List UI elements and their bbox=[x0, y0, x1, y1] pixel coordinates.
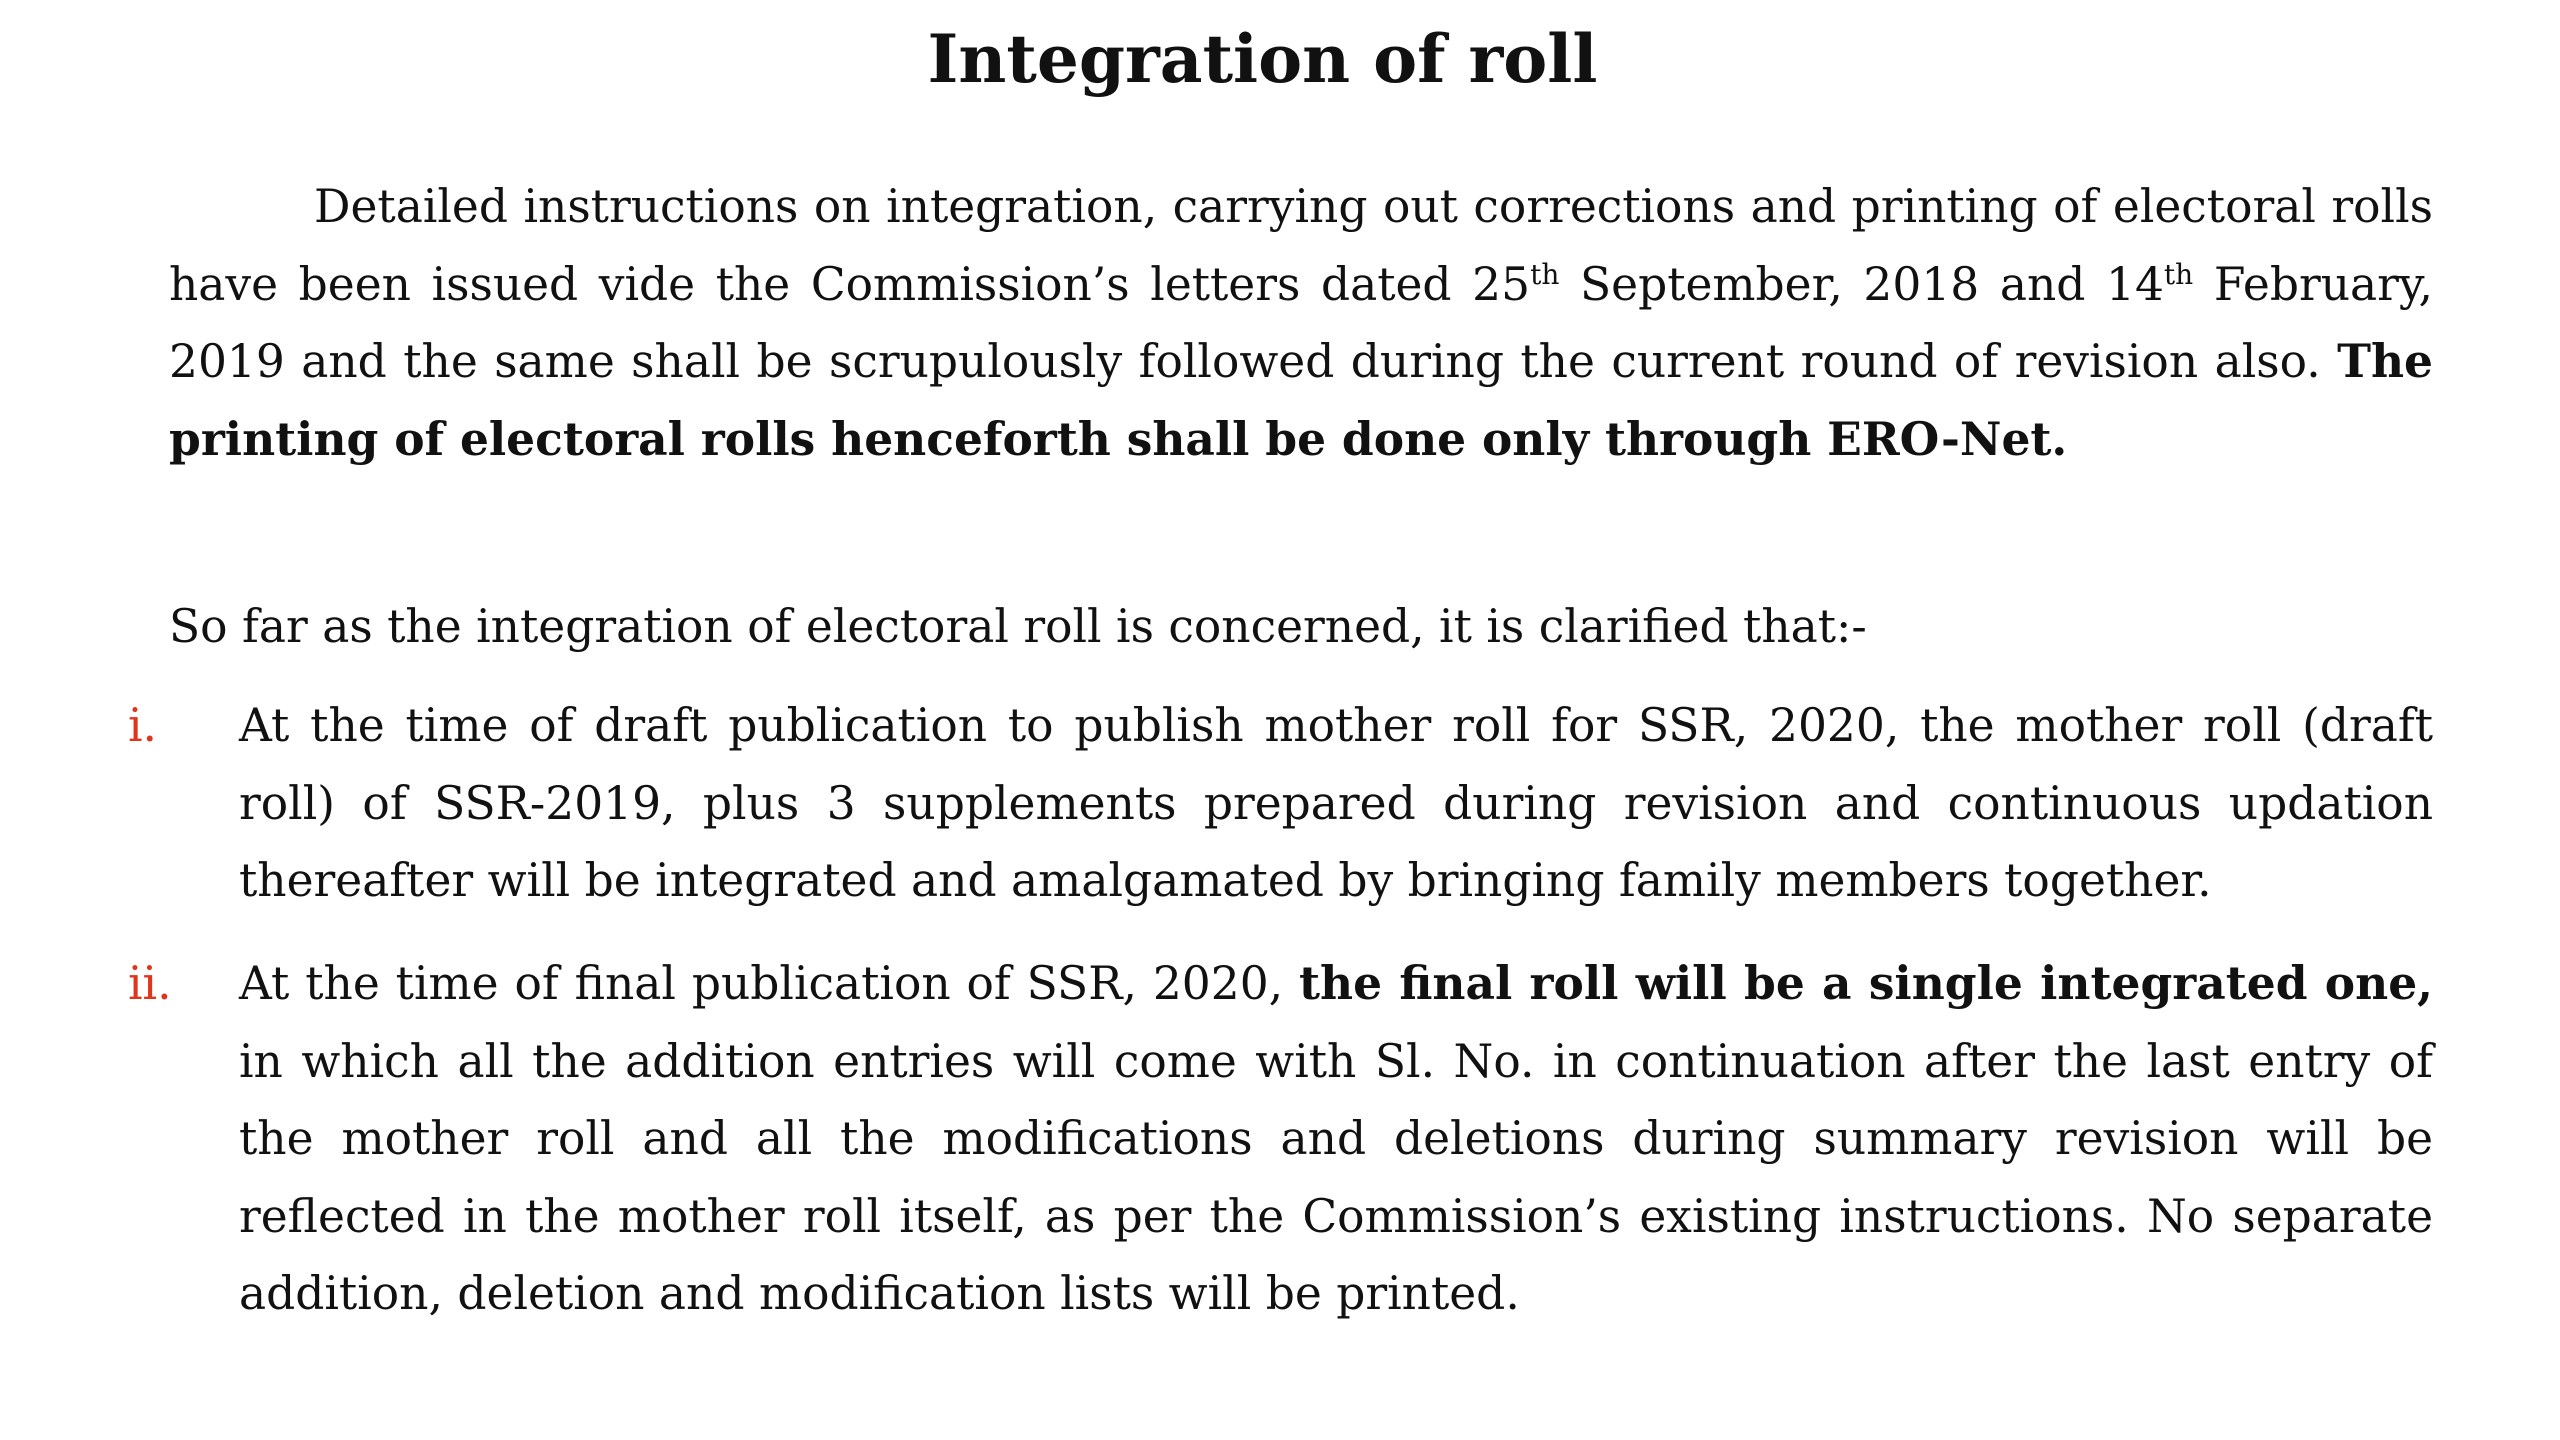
list-marker: i. bbox=[128, 699, 158, 752]
page-title: Integration of roll bbox=[927, 20, 1598, 98]
list-item-text: At the time of draft publication to publish mother roll for SSR, 2020, the mother roll (draft roll) of SSR-2019, plus 3 supplements prepared during revision and continuous updation thereafter will be integrated and amalgamated by bringing family members together. bbox=[239, 699, 2433, 907]
list-item-text-before: At the time of final publication of SSR, 2020, bbox=[239, 957, 1300, 1010]
list-item-text-after: in which all the addition entries will come with Sl. No. in continuation after the last entry of the mother roll and all the modifications and deletions during summary revision will be reflected in the mother roll itself, as per the Commission’s existing instructions. No separate addition, deletion and modification lists will be printed. bbox=[239, 1034, 2433, 1320]
intro-text-part3: February, 2019 and the same shall be scrupulously followed during the current round of revision also. bbox=[169, 257, 2434, 388]
intro-text-part1: Detailed instructions on integration, carrying out corrections and printing of electoral rolls have been issued vide the Commission’s letters dated 25 bbox=[169, 180, 2433, 311]
list-item bbox=[128, 687, 2433, 920]
list-item bbox=[128, 945, 2433, 1333]
clarification-intro: So far as the integration of electoral roll is concerned, it is clarified that:- bbox=[169, 600, 1867, 653]
ordinal-suffix-2: th bbox=[2163, 257, 2194, 291]
intro-paragraph bbox=[169, 168, 2433, 478]
intro-text-part2: September, 2018 and 14 bbox=[1559, 257, 2164, 311]
list-item-text bbox=[239, 945, 2433, 1333]
list-item-bold-text: the final roll will be a single integrated one, bbox=[1299, 956, 2434, 1010]
intro-bold-statement: The printing of electoral rolls henceforth shall be done only through ERO-Net. bbox=[169, 334, 2433, 466]
ordinal-suffix-1: th bbox=[1530, 257, 1560, 291]
list-marker: ii. bbox=[128, 957, 172, 1010]
